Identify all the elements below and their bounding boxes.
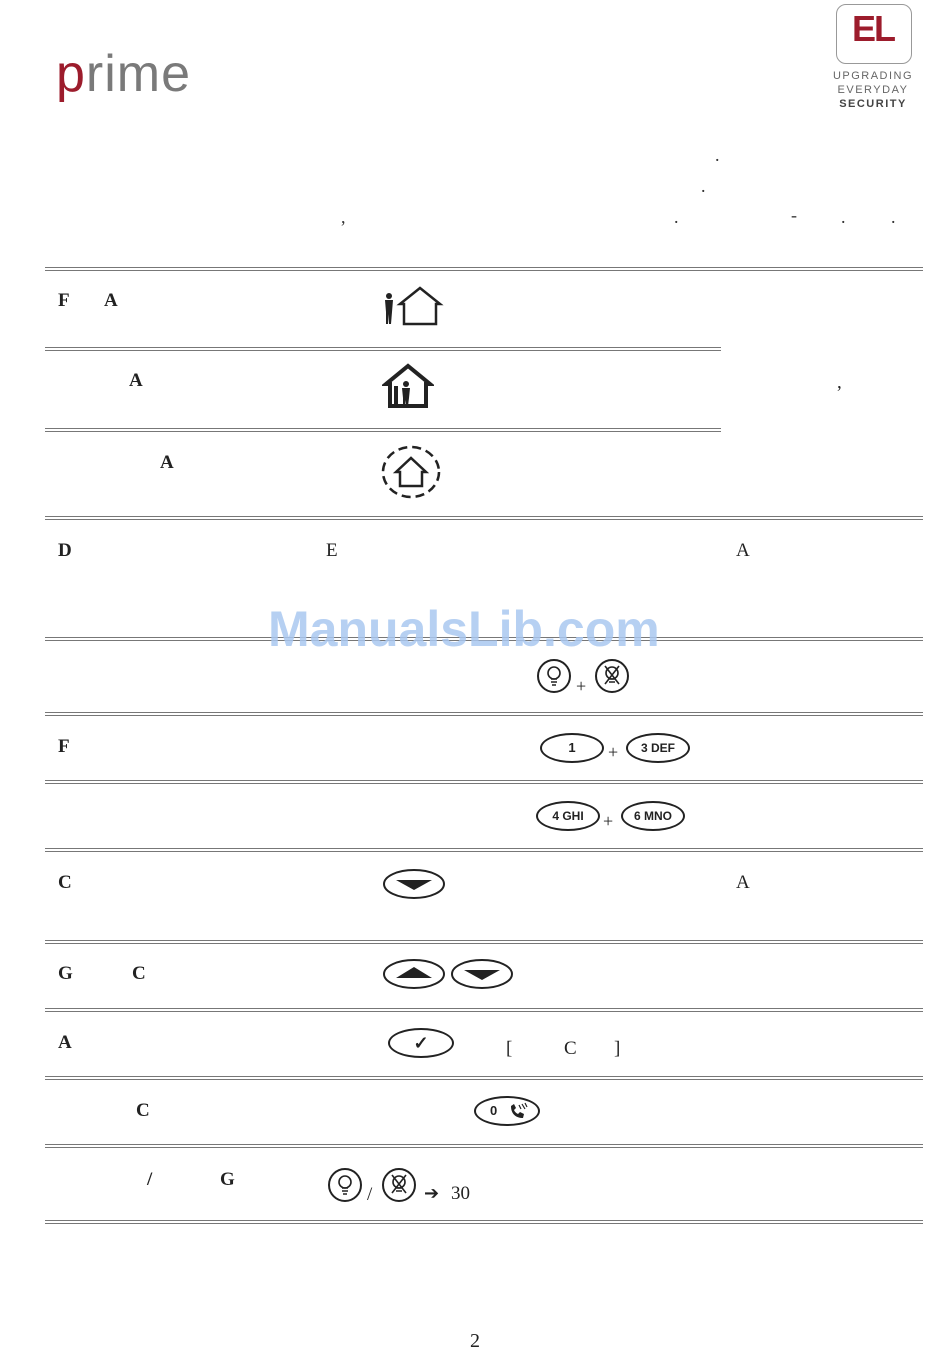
table-rule: [45, 347, 721, 351]
key-0-button: [474, 1096, 540, 1126]
row-label: F: [58, 736, 70, 757]
row-label-sep: /: [147, 1169, 153, 1190]
prime-logo: prime: [56, 45, 192, 103]
table-rule: [45, 1076, 923, 1080]
el-logo: EL: [851, 8, 894, 49]
plus-sign: +: [576, 676, 587, 696]
table-rule: [45, 1008, 923, 1012]
row-label: G: [220, 1169, 235, 1190]
watermark: ManualsLib.com: [268, 601, 660, 657]
phone-icon: [508, 1102, 528, 1120]
row-label: A: [129, 370, 143, 391]
row-label: C: [136, 1100, 150, 1121]
check-key-button: ✓: [388, 1028, 454, 1058]
table-rule: [45, 1220, 923, 1224]
row-label: C: [58, 872, 72, 893]
el-tagline-2: EVERYDAY: [837, 84, 909, 96]
table-rule: [45, 712, 923, 716]
intro-mark: -: [791, 205, 797, 225]
home-person-outside-icon: [380, 284, 444, 328]
table-rule: [45, 1144, 923, 1148]
lamp-key-icon: [327, 1167, 363, 1203]
lamp-off-key-icon: [594, 658, 630, 694]
arrow-right-icon: ➔: [424, 1183, 440, 1204]
intro-mark: .: [891, 207, 896, 227]
el-tagline-3: SECURITY: [839, 98, 907, 110]
slash: /: [367, 1184, 373, 1205]
arrow-down-key-icon: [450, 958, 514, 990]
row-col3: A: [736, 872, 750, 893]
intro-mark: .: [674, 207, 679, 227]
intro-mark: .: [701, 176, 706, 196]
row-label: A: [58, 1032, 72, 1053]
row-col3: A: [736, 540, 750, 561]
intro-mark: .: [715, 145, 720, 165]
bracket-open: [: [506, 1038, 513, 1059]
table-rule: [45, 940, 923, 944]
row-col2: E: [326, 540, 338, 561]
row-label: A: [160, 452, 174, 473]
plus-sign: +: [608, 742, 619, 762]
row-label: A: [104, 290, 118, 311]
key-6-button: 6 MNO: [621, 801, 685, 831]
plus-sign: +: [603, 811, 614, 831]
table-rule: [45, 428, 721, 432]
arm-note: ,: [837, 372, 842, 393]
key-1-button: 1: [540, 733, 604, 763]
row-label: G: [58, 963, 73, 984]
row-label: C: [132, 963, 146, 984]
key-0-label: 0: [490, 1103, 498, 1118]
table-rule: [45, 267, 923, 271]
table-rule: [45, 516, 923, 520]
row-label: F: [58, 290, 70, 311]
home-person-inside-icon: [382, 362, 434, 410]
row-label: D: [58, 540, 72, 561]
arrow-down-key-icon: [382, 868, 446, 900]
arrow-up-key-icon: [382, 958, 446, 990]
lamp-key-icon: [536, 658, 572, 694]
intro-mark: ,: [341, 207, 346, 227]
el-tagline-1: UPGRADING: [832, 70, 914, 82]
lamp-off-key-icon: [381, 1167, 417, 1203]
key-4-button: 4 GHI: [536, 801, 600, 831]
bracket-close: ]: [614, 1038, 621, 1059]
key-3-button: 3 DEF: [626, 733, 690, 763]
intro-mark: .: [841, 207, 846, 227]
page-number: 2: [470, 1330, 480, 1352]
bracket-text: C: [564, 1038, 577, 1059]
duration-value: 30: [451, 1183, 470, 1204]
home-dashed-circle-icon: [380, 444, 442, 500]
table-rule: [45, 780, 923, 784]
table-rule: [45, 848, 923, 852]
